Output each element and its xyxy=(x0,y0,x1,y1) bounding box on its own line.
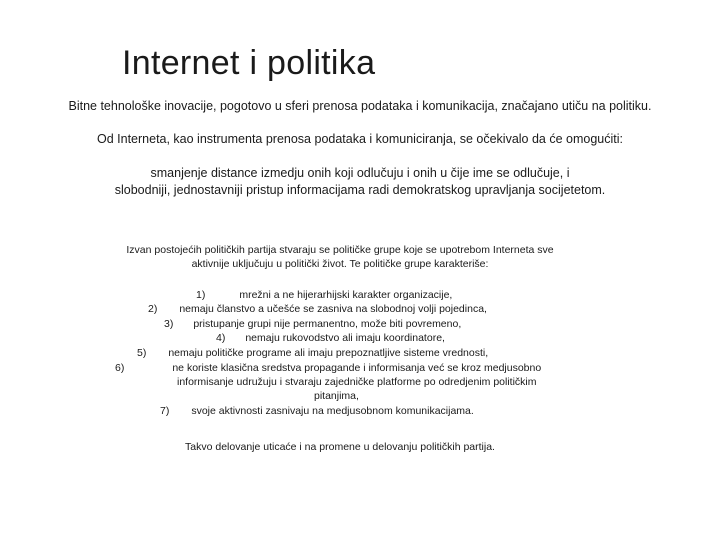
list-item xyxy=(137,346,488,360)
list-item-text: informisanje udružuju i stvaraju zajedničke platforme po odredjenim političkim xyxy=(177,376,537,388)
paragraph-expectations: Od Interneta, kao instrumenta prenosa podataka i komuniciranja, se očekivalo da će omogućiti: xyxy=(97,132,623,146)
list-item xyxy=(115,361,541,375)
list-item-text: mrežni a ne hijerarhijski karakter organizacije, xyxy=(239,289,453,301)
list-item-text: nemaju rukovodstvo ali imaju koordinatore, xyxy=(245,332,445,344)
paragraph-intro xyxy=(60,243,620,271)
goal-line-2: slobodniji, jednostavniji pristup informacijama radi demokratskog upravljanja socijetetom. xyxy=(114,183,606,197)
list-item-text: svoje aktivnosti zasnivaju na medjusobnom komunikacijama. xyxy=(191,405,474,417)
list-item-continuation xyxy=(177,375,537,389)
list-item-text: nemaju članstvo a učešće se zasniva na slobodnoj volji pojedinca, xyxy=(179,303,487,315)
list-item-number: 1) xyxy=(196,289,206,301)
list-item-continuation xyxy=(314,389,359,403)
list-item-number: 6) xyxy=(115,362,125,374)
list-item-text: nemaju političke programe ali imaju prepoznatljive sisteme vrednosti, xyxy=(168,347,489,359)
list-item xyxy=(160,404,474,418)
list-item-number: 3) xyxy=(164,318,174,330)
list-item-number: 4) xyxy=(216,332,226,344)
list-item-number: 2) xyxy=(148,303,158,315)
paragraph-conclusion: Takvo delovanje uticaće i na promene u delovanju političkih partija. xyxy=(185,441,495,453)
list-item-text: pitanjima, xyxy=(314,390,359,402)
list-item-number: 7) xyxy=(160,405,170,417)
slide-title: Internet i politika xyxy=(122,44,376,82)
paragraph-goals xyxy=(20,165,700,199)
list-item xyxy=(216,331,445,345)
paragraph-innovations: Bitne tehnološke inovacije, pogotovo u sferi prenosa podataka i komunikacija, značajano utiču na politiku. xyxy=(68,99,652,113)
intro-line-1: Izvan postojećih političkih partija stvaraju se političke grupe koje se upotrebom Interneta sve xyxy=(126,244,554,256)
goal-line-1: smanjenje distance izmedju onih koji odlučuju i onih u čije ime se odlučuje, i xyxy=(150,166,570,180)
list-item-text: pristupanje grupi nije permanentno, može biti povremeno, xyxy=(193,318,462,330)
list-item xyxy=(148,302,487,316)
intro-line-2: aktivnije uključuju u politički život. Te političke grupe karakteriše: xyxy=(191,258,489,270)
list-item xyxy=(164,317,461,331)
list-item-number: 5) xyxy=(137,347,147,359)
list-item-text: ne koriste klasična sredstva propagande i informisanja već se kroz medjusobno xyxy=(172,362,542,374)
list-item xyxy=(196,288,452,302)
